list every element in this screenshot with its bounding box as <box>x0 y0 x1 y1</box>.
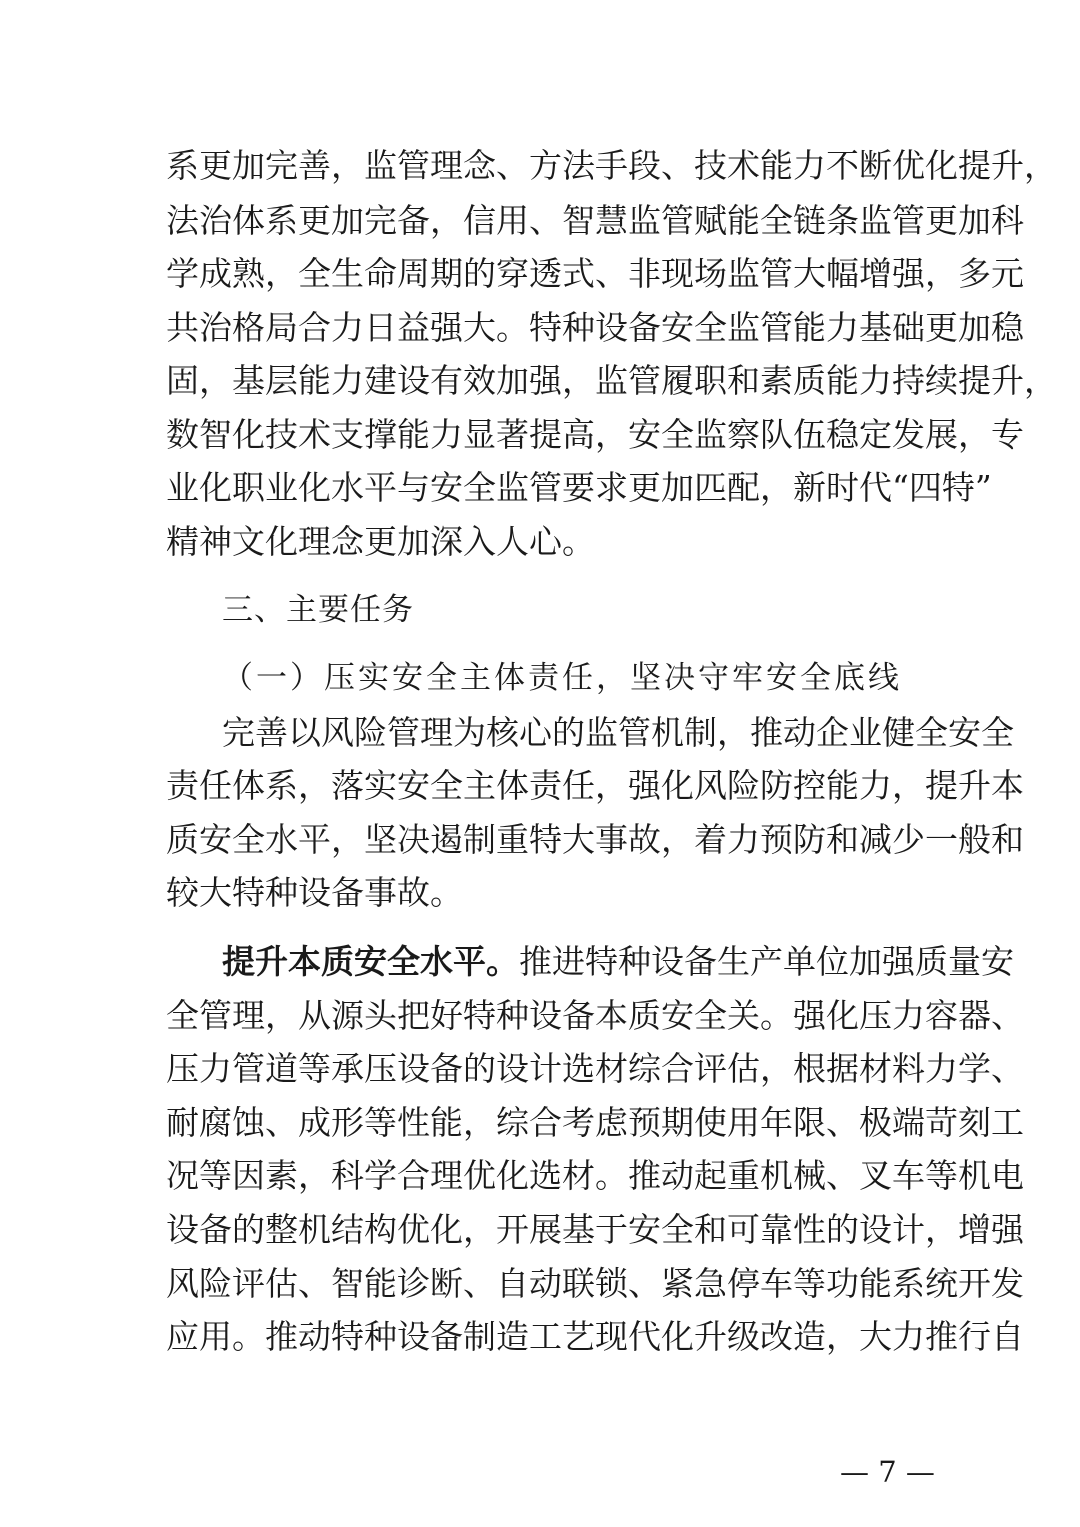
paragraph-line: 质安全水平，坚决遏制重特大事故，着力预防和减少一般和 <box>166 820 1024 859</box>
paragraph-line: 风险评估、智能诊断、自动联锁、紧急停车等功能系统开发 <box>166 1264 1024 1303</box>
paragraph-line: 设备的整机结构优化，开展基于安全和可靠性的设计，增强 <box>166 1210 1024 1249</box>
paragraph-lead-rest: 推进特种设备生产单位加强质量安 <box>519 942 1014 981</box>
paragraph-line: 系更加完善，监管理念、方法手段、技术能力不断优化提升， <box>166 146 1057 185</box>
paragraph-line: 压力管道等承压设备的设计选材综合评估，根据材料力学、 <box>166 1049 1024 1088</box>
paragraph-line: 精神文化理念更加深入人心。 <box>166 522 595 561</box>
paragraph-lead-line <box>222 934 1014 990</box>
paragraph-line: 法治体系更加完备，信用、智慧监管赋能全链条监管更加科 <box>166 201 1024 240</box>
paragraph-line: 全管理，从源头把好特种设备本质安全关。强化压力容器、 <box>166 996 1024 1035</box>
page-number: — 7 — <box>840 1455 935 1489</box>
subsection-heading: （一）压实安全主体责任，坚决守牢安全底线 <box>222 660 902 696</box>
paragraph-line: 业化职业化水平与安全监管要求更加匹配，新时代“四特” <box>166 468 992 507</box>
paragraph-line: 数智化技术支撑能力显著提高，安全监察队伍稳定发展，专 <box>166 415 1024 454</box>
section-heading: 三、主要任务 <box>222 592 414 628</box>
paragraph-lead: 提升本质安全水平。 <box>222 942 519 981</box>
paragraph-line: 共治格局合力日益强大。特种设备安全监管能力基础更加稳 <box>166 308 1024 347</box>
paragraph-line: 应用。推动特种设备制造工艺现代化升级改造，大力推行自 <box>166 1317 1024 1356</box>
paragraph-line: 较大特种设备事故。 <box>166 873 463 912</box>
paragraph-line: 完善以风险管理为核心的监管机制，推动企业健全安全 <box>222 713 1014 752</box>
paragraph-line: 责任体系，落实安全主体责任，强化风险防控能力，提升本 <box>166 766 1024 805</box>
paragraph-line: 况等因素，科学合理优化选材。推动起重机械、叉车等机电 <box>166 1156 1024 1195</box>
paragraph-line: 耐腐蚀、成形等性能，综合考虑预期使用年限、极端苛刻工 <box>166 1103 1024 1142</box>
paragraph-line: 学成熟，全生命周期的穿透式、非现场监管大幅增强，多元 <box>166 254 1024 293</box>
paragraph-line: 固，基层能力建设有效加强，监管履职和素质能力持续提升， <box>166 361 1057 400</box>
